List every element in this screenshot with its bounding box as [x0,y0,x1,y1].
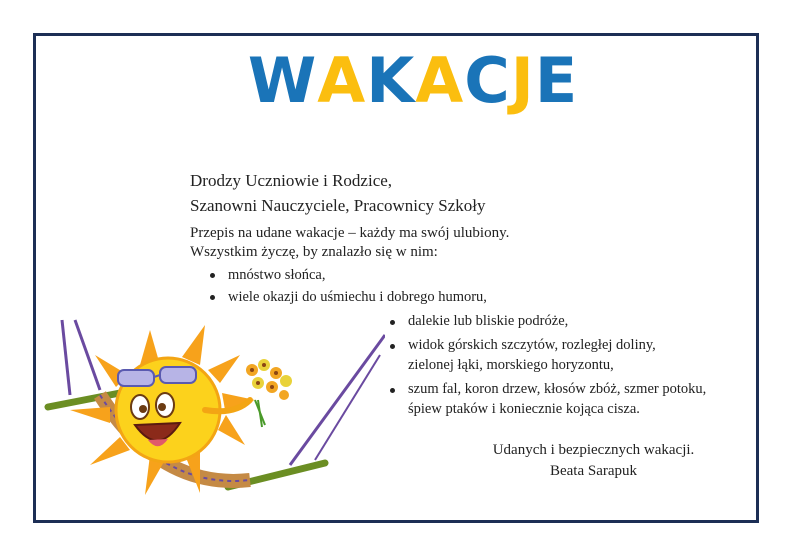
title-letter: J [510,44,535,117]
closing-wish: Udanych i bezpiecznych wakacji. [492,442,695,458]
wishes-list-left [208,264,487,308]
list-item-line: szum fal, koron drzew, kłosów zbóż, szmer potoku, [408,381,707,397]
sun-in-hammock-icon [40,315,385,515]
title-letter: A [317,44,367,117]
list-item-line: dalekie lub bliskie podróże, [408,313,569,329]
list-item: wiele okazji do uśmiechu i dobrego humoru, [208,286,487,308]
wishes-list-right [388,311,706,423]
list-item: mnóstwo słońca, [208,264,487,286]
title-letter: A [415,44,465,117]
greeting-line: Drodzy Uczniowie i Rodzice, [190,171,393,190]
signature-name: Beata Sarapuk [549,463,638,479]
intro-line: Przepis na udane wakacje – każdy ma swój ulubiony. [190,225,510,241]
title-letter: K [366,44,416,117]
closing [466,440,721,482]
list-item [388,335,706,375]
list-item [388,379,706,419]
title-letter: C [464,44,511,117]
greeting-line: Szanowni Nauczyciele, Pracownicy Szkoły [190,196,486,215]
greeting [190,168,486,218]
intro-text [190,224,509,262]
list-item-line: zielonej łąki, morskiego horyzontu, [408,357,614,373]
list-item [388,311,706,331]
page-title [0,44,793,117]
title-letter: W [247,44,318,117]
intro-line: Wszystkim życzę, by znalazło się w nim: [190,244,438,260]
title-letter: E [534,44,579,117]
list-item-line: śpiew ptaków i koniecznie kojąca cisza. [408,401,640,417]
list-item-line: widok górskich szczytów, rozległej doliny, [408,337,656,353]
